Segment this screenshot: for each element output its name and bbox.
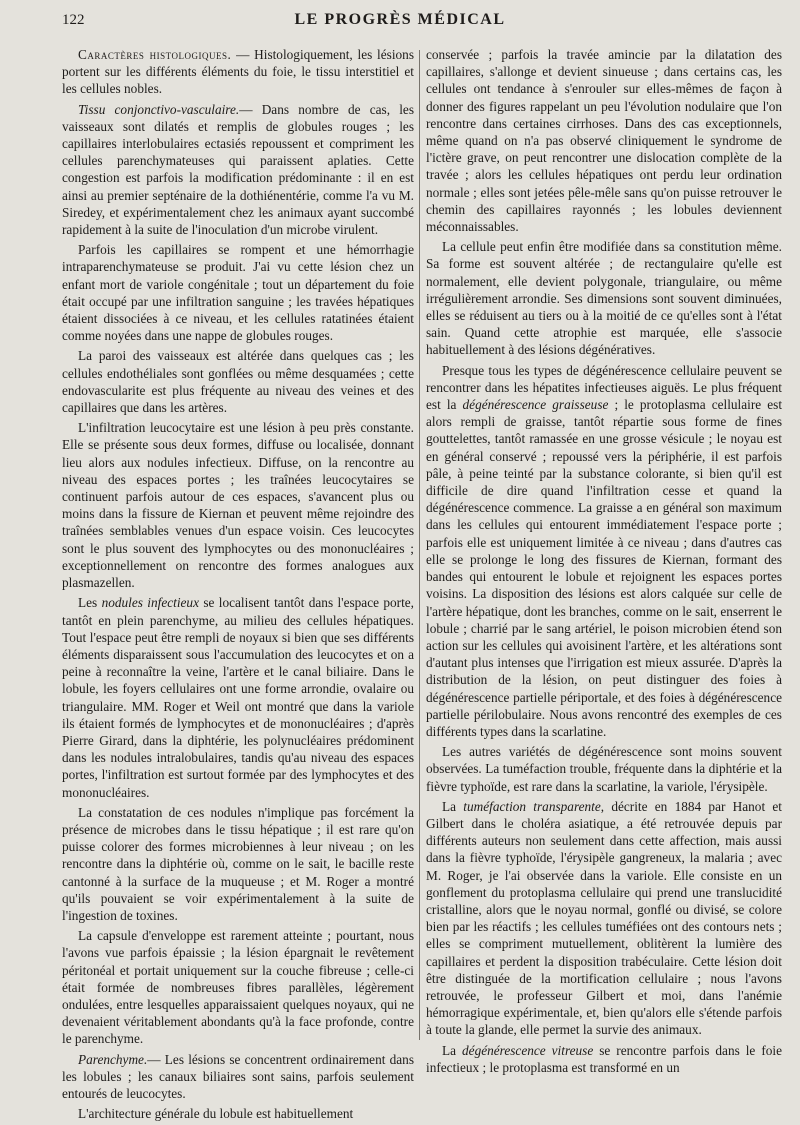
paragraph: Les autres variétés de dégénérescence sont moins souvent observées. La tuméfaction trouble, fréquente dans la diphtérie et la fièvre typhoïde, est rare dans la scarlatine, la variole, l'érysipèle. (426, 744, 782, 794)
paragraph: Tissu conjonctivo-vasculaire.— Dans nombre de cas, les vaisseaux sont dilatés et remplis de globules rouges ; les capillaires interlobulaires ectasiés repoussent et compriment les cellules parenchymateuses qui paraissent aplaties. Cette congestion est parfois la modification prédominante : il en est ainsi au premier septénaire de la dothiénentérie, comme l'a vu M. Siredey, et expérimentalement chez les animaux ayant succombé rapidement à la suite de l'inoculation d'un microbe virulent. (62, 101, 414, 238)
paragraph: L'architecture générale du lobule est habituellement (78, 1106, 354, 1122)
left-column (62, 46, 414, 1125)
section-heading: Caractères histologiques. (78, 47, 232, 62)
paragraph: La cellule peut enfin être modifiée dans sa constitution même. Sa forme est souvent altérée ; de rectangulaire qu'elle est normalement, elle devient polygonale, triangulaire, ou même irrégulièrement arrondie. Ses dimensions sont souvent diminuées, elles se réduisent au tiers ou à la moitié de ce qu'elles sont à l'état sain. Quand cette atrophie est marquée, elle s'associe habituellement à des lésions dégénératives. (426, 239, 782, 358)
paragraph: Les nodules infectieux se localisent tantôt dans l'espace porte, tantôt en plein parenchyme, au milieu des cellules hépatiques. Tout l'espace peut être rempli de noyaux si bien que ses différents éléments disparaissent sous l'accumulation des leucocytes et on a peine à reconnaître la veine, l'artère et le canal biliaire. Dans le lobule, les foyers cellulaires ont une forme arrondie, ovalaire ou triangulaire. MM. Roger et Weil ont montré que dans la variole ils étaient formés de lymphocytes et de mononucléaires ; d'après Pierre Girard, dans la diphtérie, les polynucléaires prédominent dans les nodules intralobulaires, tandis qu'au niveau des espaces portes, l'infiltration est surtout formée par des lymphocytes et des mononucléaires. (62, 595, 415, 800)
paragraph: Caractères histologiques. — Histologiquement, les lésions portent sur les différents éléments du foie, le tissu interstitiel et les cellules nobles. (62, 47, 414, 97)
subsection-heading: Tissu conjonctivo-vasculaire. (78, 101, 240, 117)
paragraph: La tuméfaction transparente, décrite en 1884 par Hanot et Gilbert dans le choléra asiatique, a été retrouvée depuis par différents auteurs non seulement dans cette affection, mais aussi dans la fièvre typhoïde, l'érysipèle gangreneux, la malaria ; avec M. Roger, je l'ai observée dans la variole. Elle consiste en un gonflement du protoplasma cellulaire qui prend une translucidité cristalline, alors que le noyau normal, gonflé ou divisé, se colore bien par les réactifs ; les cellules tuméfiées ont des contours nets ; elles se compriment mutuellement, oblitèrent la lumière des capillaires et perdent la disposition trabéculaire. Cette lésion doit être distinguée de la mortification cellulaire ; nous l'avons retrouvée, le professeur Gilbert et moi, dans l'anémie hémorragique expérimentale, et, bien qu'alors elle s'étende parfois à toute la glande, elle permet la survie des animaux. (426, 798, 782, 1038)
emphasis-term: dégénérescence vitreuse (462, 1042, 594, 1058)
paragraph: Parfois les capillaires se rompent et une hémorrhagie intraparenchymateuse se produit. J'ai vu cette lésion chez un enfant mort de variole congénitale ; tout un département du foie était occupé par une infiltration sanguine ; les travées hépatiques étaient dissociées à ce niveau, et les cellules ratatinées étaient comme noyées dans une nappe de globules rouges. (62, 242, 414, 344)
right-column (426, 46, 782, 1079)
emphasis-term: dégénérescence graisseuse (462, 397, 609, 413)
emphasis-term: nodules infectieux (101, 595, 199, 611)
page-header (0, 8, 800, 36)
paragraph: L'infiltration leucocytaire est une lésion à peu près constante. Elle se présente sous deux formes, diffuse ou localisée, donnant lieu alors aux nodules infectieux. Diffuse, on la rencontre au niveau des espaces portes ; les traînées leucocytaires se continuent parfois autour de ces espaces, s'avancent plus ou moins dans la fissure de Kiernan et peuvent même rejoindre des traînées semblables venues d'un espace voisin. Ces leucocytes sont le plus souvent des lymphocytes ou des mononucléaires ; exceptionnellement on rencontre des formes analogues aux plasmazellen. (62, 420, 414, 591)
journal-title: LE PROGRÈS MÉDICAL (294, 11, 506, 28)
column-divider (419, 50, 420, 1040)
paragraph: La constatation de ces nodules n'implique pas forcément la présence de microbes dans le tissu hépatique ; il est rare qu'on puisse colorer des formes microbiennes à leur niveau ; on les rencontre dans la diphtérie où, comme on le sait, le bacille reste cantonné à la surface de la muqueuse ; et M. Roger a montré qu'ils pouvaient se voir expérimentalement à la suite de l'ingestion de toxines. (62, 804, 414, 923)
paragraph: La paroi des vaisseaux est altérée dans quelques cas ; les cellules endothéliales sont gonflées ou même desquamées ; cette endovascularite est plus fréquente au niveau des veines et des capillaires que dans les artères. (62, 348, 414, 416)
paragraph: conservée ; parfois la travée amincie par la dilatation des capillaires, s'allonge et devient sinueuse ; dans certains cas, les cellules ont tendance à s'enrouler sur elles-mêmes de façon à donner des figures rappelant un peu l'évolution nodulaire que l'on rencontre dans certaines cirrhoses. Dans des cas exceptionnels, même quand on n'a pas observé cliniquement le syndrome de l'ictère grave, on peut rencontrer une dislocation complète de la travée ; alors les cellules hépatiques ont perdu leur ordination normale ; elles sont jetées pêle-mêle sans qu'on puisse retrouver le chemin des capillaires rayonnés ; les lobules deviennent méconnaissables. (426, 47, 782, 235)
page-number: 122 (62, 12, 85, 28)
paragraph: La dégénérescence vitreuse se rencontre parfois dans le foie infectieux ; le protoplasma est transformé en un (426, 1042, 782, 1075)
paragraph: Presque tous les types de dégénérescence cellulaire peuvent se rencontrer dans les hépatites infectieuses aiguës. Le plus fréquent est la dégénérescence graisseuse ; le protoplasma cellulaire est alors rempli de graisse, tantôt répartie sous forme de fines gouttelettes, tantôt ramassée en une grosse vésicule ; le noyau est en général conservé ; repoussé vers la périphérie, il est parfois pâle, à peine teinté par la substance colorante, si bien qu'il est difficile de dire quand l'infiltration cesse et quand la dégénérescence commence. La graisse a en général son maximum dans les cellules qui entourent immédiatement l'espace porte ; parfois elle est uniquement limitée à ce niveau ; dans d'autres cas elle se prolonge le long des fissures de Kiernan, formant des bandes qui entourent le lobule et rejoignent les espaces portes voisins. La disposition des lésions est alors calquée sur celle de l'artère hépatique, dont les branches, comme on le sait, enserrent le lobule ; charrié par le sang artériel, le poison microbien étend son action sur les cellules qui avoisinent l'artère, et les altérations sont d'autant plus intenses que l'irrigation est mieux assurée. D'après la distribution de la lésion, on peut distinguer des foies à dégénérescence partielle périportale, et des foies à dégénérescence partielle périlobulaire. Nous avons rencontré des exemples de ces différents types dans la scarlatine. (426, 362, 783, 739)
subsection-heading: Parenchyme. (78, 1051, 148, 1067)
paragraph: La capsule d'enveloppe est rarement atteinte ; pourtant, nous l'avons vue parfois épaissie ; la lésion épargnait le revêtement péritonéal et portait uniquement sur la couche fibreuse ; celle-ci était formée de nombreuses fibres parallèles, légèrement ondulées, entre lesquelles apparaissaient quelques noyaux, qui ne devenaient véritablement abondants qu'à la face profonde, contre le parenchyme. (62, 928, 414, 1047)
paragraph: Parenchyme.— Les lésions se concentrent ordinairement dans les lobules ; les canaux biliaires sont sains, parfois seulement entourés de leucocytes. (62, 1051, 414, 1101)
emphasis-term: tuméfaction transparente (463, 798, 601, 814)
